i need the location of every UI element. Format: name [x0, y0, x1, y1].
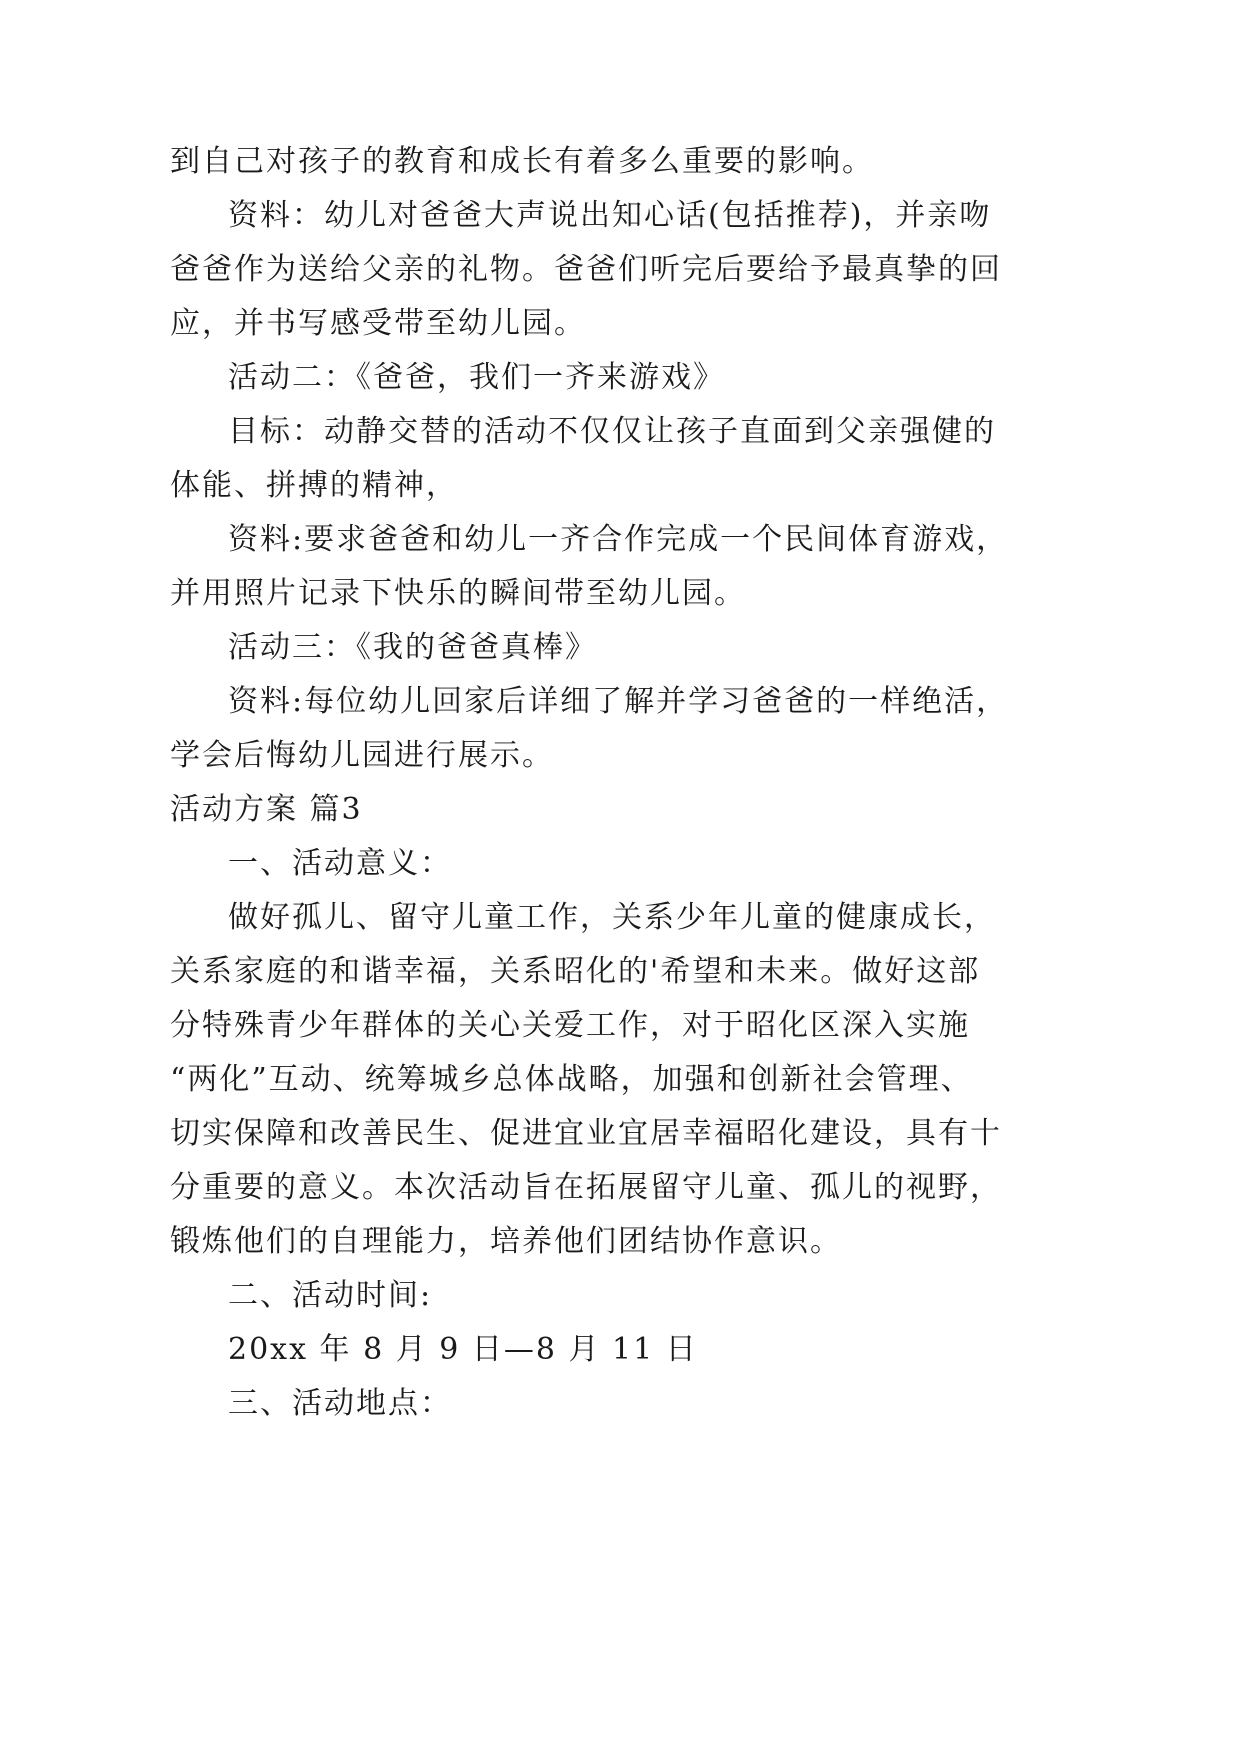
text-line: “两化”互动、统筹城乡总体战略，加强和创新社会管理、 — [170, 1062, 973, 1097]
text-line: 做好孤儿、留守儿童工作，关系少年儿童的健康成长， — [228, 900, 996, 935]
text-line: 爸爸作为送给父亲的礼物。爸爸们听完后要给予最真挚的回 — [170, 252, 1002, 287]
date-line: 20xx 年 8 月 9 日—8 月 11 日 — [228, 1332, 698, 1367]
text-line: 并用照片记录下快乐的瞬间带至幼儿园。 — [170, 576, 746, 611]
plan-title: 活动方案 篇3 — [170, 792, 363, 827]
section-heading: 三、活动地点： — [228, 1386, 452, 1421]
section-heading: 一、活动意义： — [228, 846, 452, 881]
text-line: 关系家庭的和谐幸福，关系昭化的'希望和未来。做好这部 — [170, 954, 981, 989]
text-line: 资料:要求爸爸和幼儿一齐合作完成一个民间体育游戏， — [228, 522, 1009, 557]
text-line: 到自己对孩子的教育和成长有着多么重要的影响。 — [170, 144, 874, 179]
text-line: 目标：动静交替的活动不仅仅让孩子直面到父亲强健的 — [228, 414, 996, 449]
section-heading: 活动三：《我的爸爸真棒》 — [228, 630, 597, 665]
text-line: 分重要的意义。本次活动旨在拓展留守儿童、孤儿的视野， — [170, 1170, 1002, 1205]
text-line: 学会后悔幼儿园进行展示。 — [170, 738, 554, 773]
text-line: 分特殊青少年群体的关心关爱工作，对于昭化区深入实施 — [170, 1008, 970, 1043]
section-heading: 二、活动时间: — [228, 1278, 433, 1313]
text-line: 锻炼他们的自理能力，培养他们团结协作意识。 — [170, 1224, 842, 1259]
section-heading: 活动二：《爸爸，我们一齐来游戏》 — [228, 360, 725, 395]
text-line: 切实保障和改善民生、促进宜业宜居幸福昭化建设，具有十 — [170, 1116, 1002, 1151]
text-line: 资料：幼儿对爸爸大声说出知心话(包括推荐)，并亲吻 — [228, 198, 992, 233]
text-line: 体能、拼搏的精神， — [170, 468, 458, 503]
text-line: 应，并书写感受带至幼儿园。 — [170, 306, 586, 341]
text-line: 资料:每位幼儿回家后详细了解并学习爸爸的一样绝活， — [228, 684, 1009, 719]
